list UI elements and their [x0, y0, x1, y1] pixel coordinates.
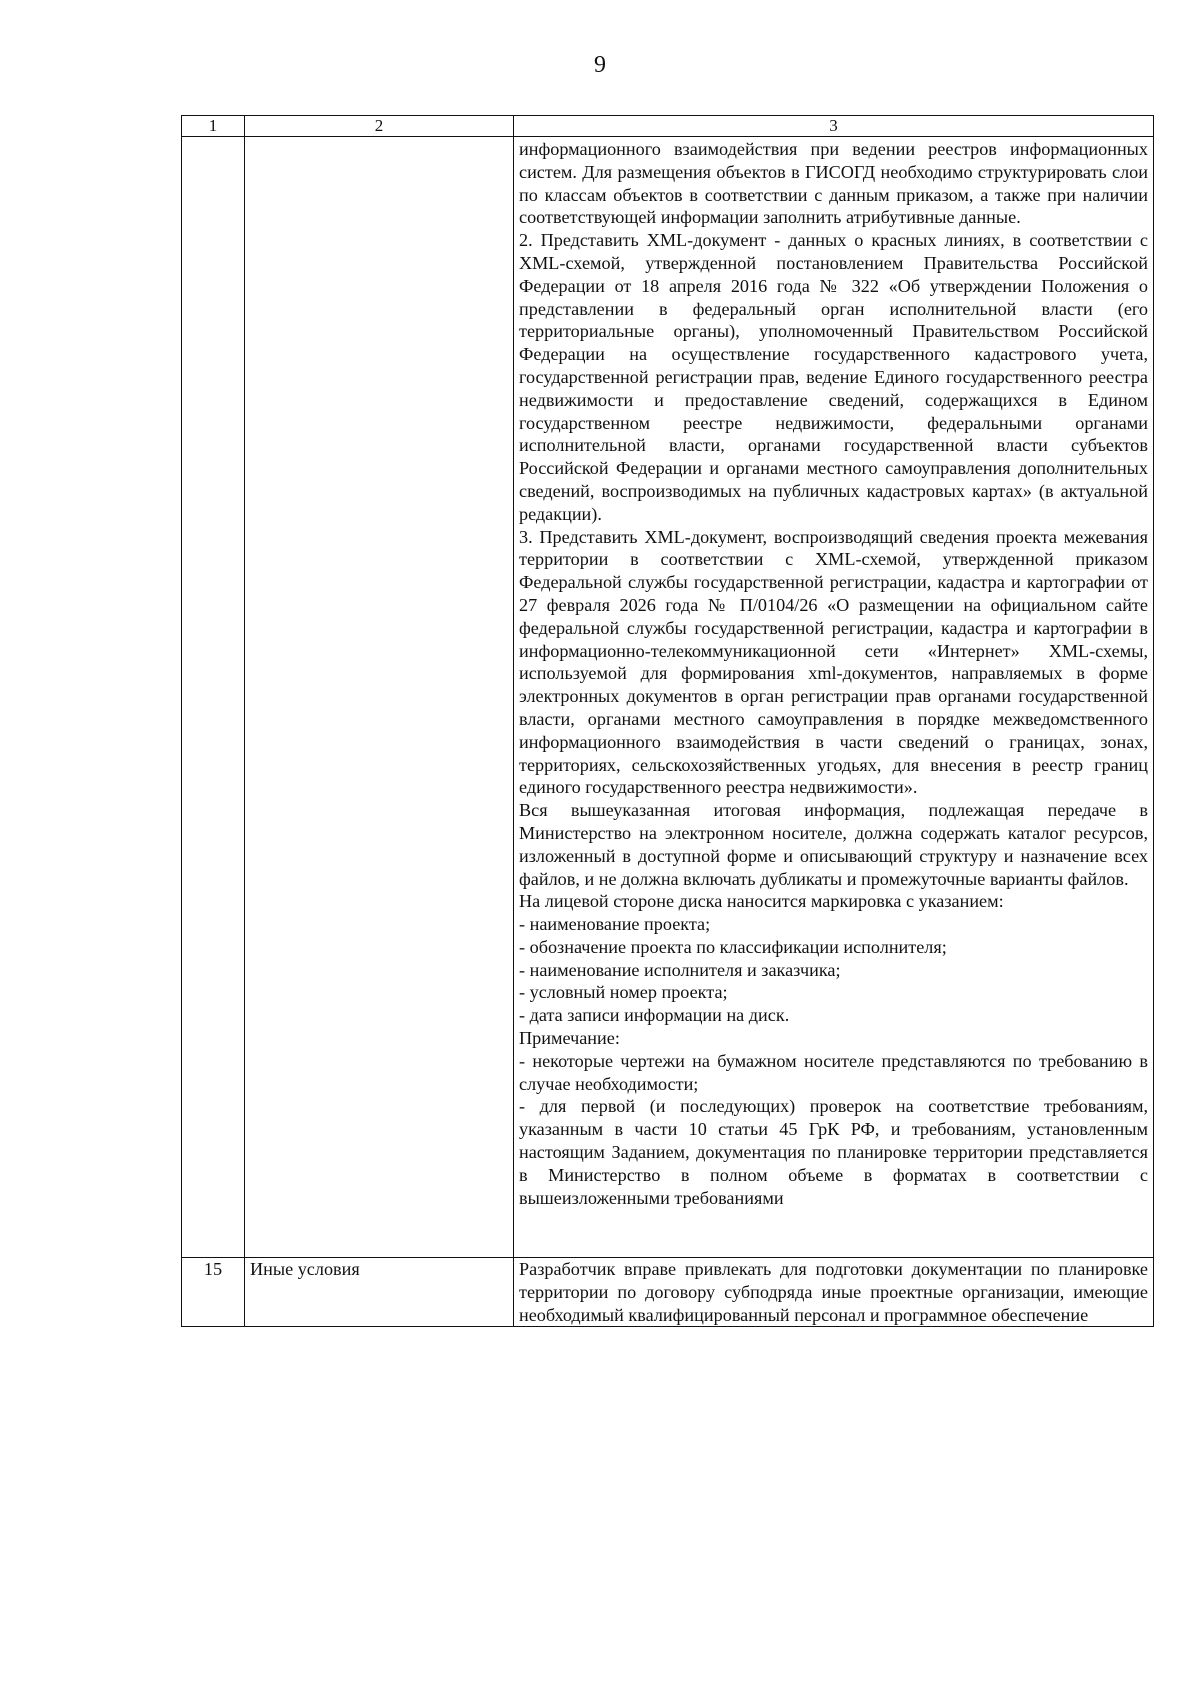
row-name-cell: Иные условия — [245, 1258, 514, 1327]
paragraph-survey-xml: 3. Представить XML-документ, воспроизводящий сведения проекта межевания территории в соответствии с XML-схемой, утвержденной приказом Федеральной службы государственной регистрации, кадастра и картографии от 27 февраля 2026 года № П/0104/26 «О размещении на официальном сайте федеральной службы государственной регистрации, кадастра и картографии в информационно-телекоммуникационной сети «Интернет» XML-схемы, используемой для формирования xml-документов, направляемых в форме электронных документов в орган регистрации прав органами государственной власти, органами местного самоуправления в порядке межведомственного информационного взаимодействия в части сведений о границах, зонах, территориях, сельскохозяйственных угодьях, для внесения в реестр границ единого государственного реестра недвижимости». — [519, 526, 1148, 798]
row-number-cell — [182, 137, 245, 1258]
list-item: - условный номер проекта; — [519, 982, 728, 1003]
paragraph-registry-info: информационного взаимодействия при ведении реестров информационных систем. Для размещения объектов в ГИСОГД необходимо структурировать слои по классам объектов в соответствии с данным приказом, а также при наличии соответствующей информации заполнить атрибутивные данные. — [519, 139, 1148, 228]
list-item: - наименование проекта; — [519, 914, 711, 935]
note-item: - для первой (и последующих) проверок на соответствие требованиям, указанным в части 10 статьи 45 ГрК РФ, и требованиям, установленным настоящим Заданием, документация по планировке территории представляется в Министерство в полном объеме в форматах в соответствии с вышеизложенными требованиями — [519, 1096, 1148, 1208]
note-item: - некоторые чертежи на бумажном носителе представляются по требованию в случае необходимости; — [519, 1050, 1148, 1094]
table-row-15 — [182, 1258, 1154, 1327]
column-header-3: 3 — [514, 116, 1154, 137]
list-item: - наименование исполнителя и заказчика; — [519, 959, 841, 980]
table-row-continuation — [182, 137, 1154, 1258]
note-heading: Примечание: — [519, 1028, 620, 1049]
paragraph-red-lines-xml: 2. Представить XML-документ - данных о красных линиях, в соответствии с XML-схемой, утвержденной постановлением Правительства Российской Федерации от 18 апреля 2016 года № 322 «Об утверждении Положения о представлении в федеральный орган исполнительной власти (его территориальные органы), уполномоченный Правительством Российской Федерации на осуществление государственного кадастрового учета, государственной регистрации прав, ведение Единого государственного реестра недвижимости и предоставление сведений, содержащихся в Едином государственном реестре недвижимости, федеральными органами исполнительной власти, органами государственной власти субъектов Российской Федерации и органами местного самоуправления дополнительных сведений, воспроизводимых на публичных кадастровых картах» (в актуальной редакции). — [519, 230, 1148, 524]
column-header-2: 2 — [245, 116, 514, 137]
column-header-1: 1 — [182, 116, 245, 137]
paragraph-catalog-requirements: Вся вышеуказанная итоговая информация, подлежащая передаче в Министерство на электронном носителе, должна содержать каталог ресурсов, изложенный в доступной форме и описывающий структуру и назначение всех файлов, и не должна включать дубликаты и промежуточные варианты файлов. — [519, 800, 1148, 889]
row-content-cell — [514, 137, 1154, 1258]
paragraph-disk-marking: На лицевой стороне диска наносится маркировка с указанием: — [519, 891, 1004, 912]
row-number-cell: 15 — [182, 1258, 245, 1327]
paragraph-other-conditions: Разработчик вправе привлекать для подготовки документации по планировке территории по договору субподряда иные проектные организации, имеющие необходимый квалифицированный персонал и программное обеспечение — [519, 1259, 1148, 1325]
row-name-cell — [245, 137, 514, 1258]
page-number: 9 — [594, 52, 606, 78]
list-item: - дата записи информации на диск. — [519, 1005, 790, 1026]
list-item: - обозначение проекта по классификации исполнителя; — [519, 936, 947, 957]
row-content-cell — [514, 1258, 1154, 1327]
requirements-table — [181, 115, 1154, 1327]
table-header-row — [182, 116, 1154, 137]
